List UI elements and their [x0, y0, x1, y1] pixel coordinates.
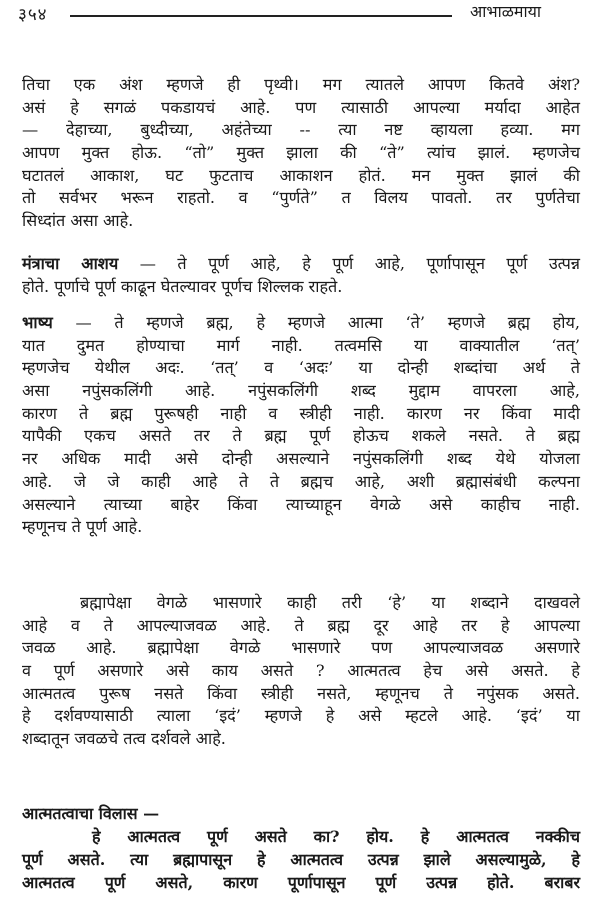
text-line: हे दर्शवण्यासाठी त्याला ‘इदं’ म्हणजे हे असे म्हटले आहे. ‘इदं’ या: [22, 706, 580, 726]
text-line: जवळ आहे. ब्रह्मापेक्षा वेगळे भासणारे पण आपल्याजवळ असणारे: [22, 638, 580, 658]
page-number: ३५४: [18, 5, 48, 25]
paragraph-4: [22, 592, 580, 751]
text-line: व पूर्ण असणारे असे काय असते ? आत्मतत्व हेच असे असते. हे: [22, 661, 580, 681]
text-line: तिचा एक अंश म्हणजे ही पृथ्वी। मग त्यातले आपण कितवे अंश?: [22, 75, 580, 94]
section-heading: आत्मतत्वाचा विलास —: [22, 804, 160, 823]
text-line: शब्दातून जवळचे तत्व दर्शवले आहे.: [22, 729, 226, 749]
text-line: [22, 253, 580, 276]
page-header: [0, 0, 600, 26]
text-line: आत्मतत्व पुरूष नसते किंवा स्त्रीही नसते, म्हणूनच ते नपुंसक असते.: [22, 683, 580, 703]
mantra-meaning-heading: मंत्राचा आशय: [22, 254, 119, 273]
text-line: आत्मतत्व पूर्ण असते, कारण पूर्णापासून पूर्ण उत्पन्न होते. बराबर: [22, 873, 580, 892]
text-line: असा नपुंसकलिंगी आहे. नपुंसकलिंगी शब्द मुद्दाम वापरला आहे,: [22, 381, 580, 401]
section-atmatatva: [22, 803, 580, 894]
text-line: नर अधिक मादी असे दोन्ही असल्याने नपुंसकलिंगी शब्द येथे योजला: [22, 449, 580, 469]
paragraph-1: [22, 74, 580, 233]
text-line: पूर्ण असते. त्या ब्रह्मापासून हे आत्मतत्व उत्पन्न झाले असल्यामुळे, हे: [22, 850, 580, 869]
text-line: म्हणूनच ते पूर्ण आहे.: [22, 517, 143, 537]
text-line: असं हे सगळं पकडायचं आहे. पण त्यासाठी आपल्या मर्यादा आहेत: [22, 97, 580, 117]
text-line: यापैकी एकच असते तर ते ब्रह्म पूर्ण होऊच शकले नसते. ते ब्रह्म: [22, 426, 580, 446]
commentary-heading: भाष्य: [22, 313, 53, 332]
text-line: कारण ते ब्रह्म पुरूषही नाही व स्त्रीही नाही. कारण नर किंवा मादी: [22, 403, 580, 423]
text-line: सिध्दांत असा आहे.: [22, 211, 134, 231]
paragraph-commentary: [22, 312, 580, 539]
text-line: आहे व ते आपल्याजवळ आहे. ते ब्रह्म दूर आहे तर हे आपल्या: [22, 615, 580, 635]
text-line: म्हणजेच येथील अदः. ‘तत्’ व ‘अदः’ या दोन्ही शब्दांचा अर्थ ते: [22, 358, 580, 378]
text-line: आहे. जे जे काही आहे ते ते ब्रह्मच आहे, अशी ब्रह्मासंबंधी कल्पना: [22, 471, 580, 491]
paragraph-mantra-meaning: [22, 253, 580, 298]
text-line: — देहाच्या, बुध्दीच्या, अहंतेच्या -- त्या नष्ट व्हायला हव्या. मग: [22, 120, 580, 140]
running-title: आभाळमाया: [470, 2, 542, 21]
text-line: घटातलं आकाश, घट फुटताच आकाशन होतं. मन मुक्त झालं की: [22, 165, 580, 185]
text-line: तो सर्वभर भरून राहतो. व “पुर्णते” त विलय पावतो. तर पुर्णतेचा: [22, 188, 580, 208]
text-span: — ते पूर्ण आहे, हे पूर्ण आहे, पूर्णापासून पूर्ण उत्पन्न: [118, 254, 580, 273]
text-span: — ते म्हणजे ब्रह्म, हे म्हणजे आत्मा ‘ते’ म्हणजे ब्रह्म होय,: [52, 313, 580, 332]
text-line: यात दुमत होण्याचा मार्ग नाही. तत्वमसि या वाक्यातील ‘तत्’: [22, 335, 580, 355]
text-line: हे आत्मतत्व पूर्ण असते का? होय. हे आत्मतत्व नक्कीच: [92, 827, 580, 846]
text-line: होते. पूर्णाचे पूर्ण काढून घेतल्यावर पूर्णच शिल्लक राहते.: [22, 276, 343, 296]
text-line: [22, 312, 580, 335]
text-line: असल्याने त्याच्या बाहेर किंवा त्याच्याहून वेगळे असे काहीच नाही.: [22, 494, 580, 514]
header-rule: [70, 15, 452, 17]
text-line: आपण मुक्त होऊ. “तो” मुक्त झाला की “ते” त्यांच झालं. म्हणजेच: [22, 143, 580, 163]
text-line: ब्रह्मापेक्षा वेगळे भासणारे काही तरी ‘हे’ या शब्दाने दाखवले: [80, 593, 580, 612]
